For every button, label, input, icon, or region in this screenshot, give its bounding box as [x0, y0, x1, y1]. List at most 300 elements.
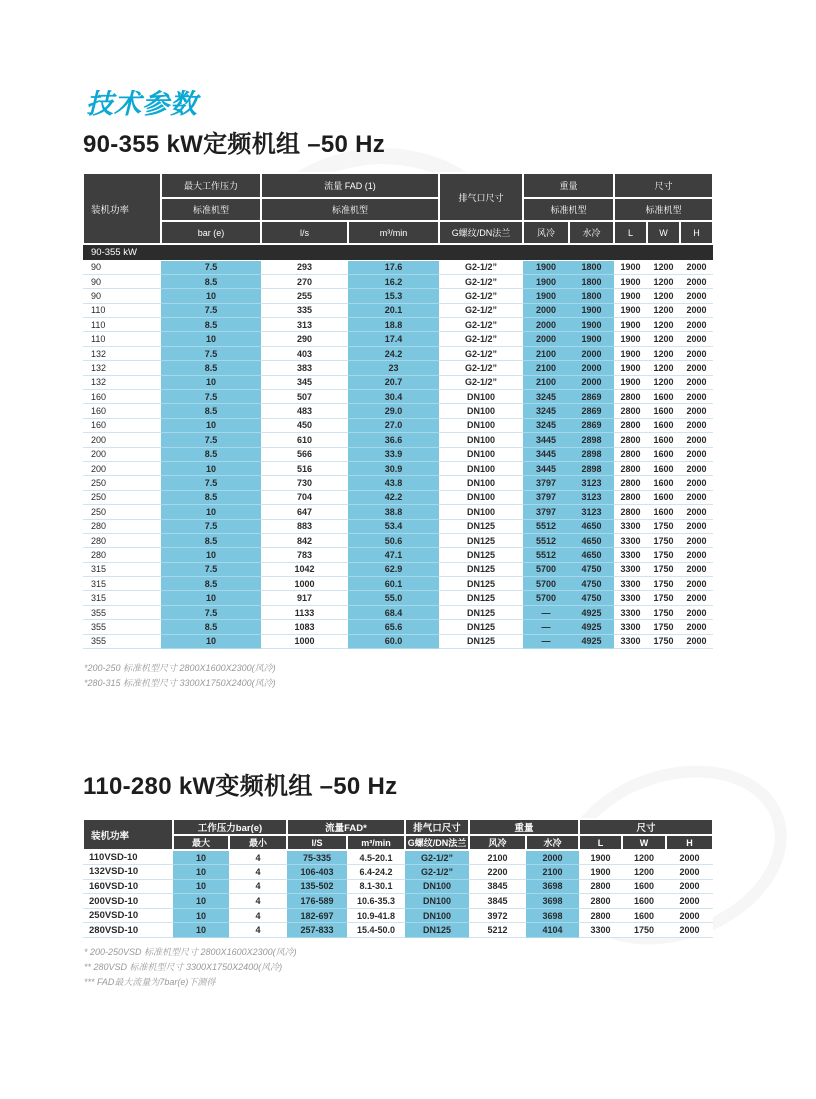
cell: 8.5 — [161, 620, 261, 634]
table-row — [83, 505, 713, 519]
cell: 2800 — [579, 879, 622, 894]
cell: 24.2 — [348, 346, 439, 360]
cell: 4104 — [526, 923, 579, 938]
cell: 842 — [261, 533, 348, 547]
cell: 3245 — [523, 404, 569, 418]
cell: DN100 — [405, 879, 469, 894]
footnote: * 200-250VSD 标准机型尺寸 2800X1600X2300(风冷) — [84, 947, 297, 957]
header-unit-air-cooled: 风冷 — [469, 835, 526, 850]
cell: 2000 — [680, 433, 713, 447]
cell: 10 — [161, 548, 261, 562]
cell: 160 — [83, 390, 161, 404]
cell: 2100 — [523, 346, 569, 360]
table-row — [83, 562, 713, 576]
page-title: 技术参数 — [86, 89, 198, 119]
cell: 3123 — [569, 505, 614, 519]
cell: 2000 — [680, 591, 713, 605]
cell: 30.4 — [348, 390, 439, 404]
cell: 2000 — [680, 447, 713, 461]
cell: 4 — [229, 923, 287, 938]
cell: DN125 — [439, 533, 523, 547]
cell: 2000 — [666, 908, 713, 923]
table-row — [83, 923, 713, 938]
cell: 250VSD-10 — [83, 908, 173, 923]
cell: 3300 — [614, 591, 647, 605]
cell: 1900 — [569, 332, 614, 346]
table-row — [83, 591, 713, 605]
cell: 110 — [83, 318, 161, 332]
cell: 36.6 — [348, 433, 439, 447]
cell: 2000 — [680, 533, 713, 547]
cell: DN100 — [439, 418, 523, 432]
cell: 29.0 — [348, 404, 439, 418]
cell: 2800 — [614, 461, 647, 475]
cell: G2-1/2” — [439, 274, 523, 288]
cell: 110 — [83, 332, 161, 346]
cell: 1900 — [614, 361, 647, 375]
cell: 1200 — [647, 361, 680, 375]
cell: 1083 — [261, 620, 348, 634]
cell: 516 — [261, 461, 348, 475]
cell: 3300 — [579, 923, 622, 938]
cell: 1200 — [647, 375, 680, 389]
footnote: *200-250 标准机型尺寸 2800X1600X2300(风冷) — [84, 663, 276, 673]
table-row — [83, 404, 713, 418]
cell: 5512 — [523, 548, 569, 562]
cell: 2800 — [614, 490, 647, 504]
cell: 160 — [83, 404, 161, 418]
header-flow-fad: 流量 FAD (1) — [261, 173, 439, 198]
cell: 110 — [83, 303, 161, 317]
cell: G2-1/2” — [405, 850, 469, 865]
cell: 566 — [261, 447, 348, 461]
cell: 5700 — [523, 577, 569, 591]
cell: G2-1/2” — [439, 260, 523, 274]
cell: DN100 — [405, 908, 469, 923]
cell: 3123 — [569, 476, 614, 490]
cell: 1750 — [647, 533, 680, 547]
cell: 3797 — [523, 505, 569, 519]
cell: 200 — [83, 461, 161, 475]
section-band-row — [83, 244, 713, 260]
cell: 10 — [161, 461, 261, 475]
cell: 132 — [83, 375, 161, 389]
section2-title: 110-280 kW变频机组 –50 Hz — [83, 773, 398, 800]
cell: 1200 — [622, 850, 666, 865]
cell: 2000 — [680, 562, 713, 576]
cell: G2-1/2” — [439, 361, 523, 375]
cell: DN125 — [405, 923, 469, 938]
cell: 2800 — [614, 404, 647, 418]
cell: 3797 — [523, 490, 569, 504]
cell: 2000 — [569, 361, 614, 375]
cell: 2000 — [680, 318, 713, 332]
cell: 7.5 — [161, 260, 261, 274]
cell: 2000 — [680, 476, 713, 490]
table-row — [83, 548, 713, 562]
cell: 20.1 — [348, 303, 439, 317]
cell: 160VSD-10 — [83, 879, 173, 894]
cell: G2-1/2” — [439, 375, 523, 389]
cell: 2000 — [680, 519, 713, 533]
cell: DN125 — [439, 591, 523, 605]
cell: 1900 — [569, 318, 614, 332]
table-row — [83, 490, 713, 504]
cell: 2000 — [666, 923, 713, 938]
cell: 4 — [229, 894, 287, 909]
table-row — [83, 605, 713, 619]
cell: 1600 — [647, 404, 680, 418]
header-standard-model: 标准机型 — [523, 198, 614, 221]
cell: 200 — [83, 433, 161, 447]
cell: 1800 — [569, 289, 614, 303]
cell: G2-1/2” — [439, 346, 523, 360]
header-weight: 重量 — [469, 819, 579, 835]
cell: 200 — [83, 447, 161, 461]
cell: 2800 — [614, 418, 647, 432]
table-row — [83, 850, 713, 865]
header-installed-power: 装机功率 — [83, 819, 173, 850]
cell: 10 — [161, 375, 261, 389]
table-row — [83, 865, 713, 880]
table-row — [83, 461, 713, 475]
header-unit-bar: bar (e) — [161, 221, 261, 244]
cell: 3845 — [469, 894, 526, 909]
cell: 1200 — [647, 289, 680, 303]
cell: 23 — [348, 361, 439, 375]
cell: 2000 — [680, 289, 713, 303]
cell: 65.6 — [348, 620, 439, 634]
cell: 917 — [261, 591, 348, 605]
cell: 1750 — [647, 620, 680, 634]
cell: 783 — [261, 548, 348, 562]
cell: 1900 — [523, 274, 569, 288]
cell: 160 — [83, 418, 161, 432]
cell: 704 — [261, 490, 348, 504]
cell: 8.5 — [161, 490, 261, 504]
cell: 5512 — [523, 519, 569, 533]
cell: 2898 — [569, 433, 614, 447]
cell: 2100 — [523, 361, 569, 375]
cell: 1900 — [579, 850, 622, 865]
table-row — [83, 289, 713, 303]
cell: 730 — [261, 476, 348, 490]
cell: 1900 — [569, 303, 614, 317]
cell: 20.7 — [348, 375, 439, 389]
cell: DN125 — [439, 605, 523, 619]
cell: 132 — [83, 361, 161, 375]
header-standard-model: 标准机型 — [161, 198, 261, 221]
cell: 1200 — [647, 332, 680, 346]
cell: 313 — [261, 318, 348, 332]
cell: G2-1/2” — [405, 865, 469, 880]
cell: 3698 — [526, 908, 579, 923]
cell: 10 — [161, 332, 261, 346]
cell: 2800 — [614, 447, 647, 461]
cell: 8.5 — [161, 274, 261, 288]
header-outlet-size: 排气口尺寸 — [439, 173, 523, 221]
cell: 7.5 — [161, 433, 261, 447]
table-row — [83, 519, 713, 533]
header-flow-fad: 流量FAD* — [287, 819, 405, 835]
cell: 270 — [261, 274, 348, 288]
header-unit-ls: l/S — [287, 835, 347, 850]
cell: 3300 — [614, 562, 647, 576]
cell: 1600 — [622, 908, 666, 923]
table-row — [83, 476, 713, 490]
cell: 2000 — [680, 303, 713, 317]
table-row — [83, 418, 713, 432]
cell: 3300 — [614, 605, 647, 619]
cell: DN100 — [439, 433, 523, 447]
cell: 255 — [261, 289, 348, 303]
cell: 10 — [161, 591, 261, 605]
cell: 4925 — [569, 634, 614, 648]
cell: 1600 — [622, 879, 666, 894]
cell: 3445 — [523, 447, 569, 461]
cell: 315 — [83, 577, 161, 591]
header-unit-min: 最小 — [229, 835, 287, 850]
cell: 1600 — [647, 447, 680, 461]
cell: 10.6-35.3 — [347, 894, 405, 909]
cell: 1200 — [622, 865, 666, 880]
cell: 60.0 — [348, 634, 439, 648]
cell: 132 — [83, 346, 161, 360]
cell: 182-697 — [287, 908, 347, 923]
cell: 10.9-41.8 — [347, 908, 405, 923]
header-unit-width: W — [622, 835, 666, 850]
cell: 1900 — [614, 332, 647, 346]
table-row — [83, 894, 713, 909]
cell: 110VSD-10 — [83, 850, 173, 865]
cell: 1600 — [647, 490, 680, 504]
cell: 1600 — [622, 894, 666, 909]
cell: 2000 — [666, 894, 713, 909]
cell: 2869 — [569, 418, 614, 432]
table-row — [83, 260, 713, 274]
cell: 7.5 — [161, 346, 261, 360]
cell: 257-833 — [287, 923, 347, 938]
cell: 2898 — [569, 461, 614, 475]
cell: 2000 — [680, 505, 713, 519]
cell: 10 — [173, 865, 229, 880]
table-row — [83, 433, 713, 447]
cell: 610 — [261, 433, 348, 447]
cell: 4925 — [569, 605, 614, 619]
cell: 4925 — [569, 620, 614, 634]
cell: 62.9 — [348, 562, 439, 576]
cell: 1900 — [614, 289, 647, 303]
cell: 4.5-20.1 — [347, 850, 405, 865]
cell: 10 — [173, 879, 229, 894]
cell: 2200 — [469, 865, 526, 880]
cell: 1600 — [647, 390, 680, 404]
cell: 450 — [261, 418, 348, 432]
header-installed-power: 装机功率 — [83, 173, 161, 244]
cell: 2800 — [614, 390, 647, 404]
cell: 2000 — [680, 346, 713, 360]
table-row — [83, 908, 713, 923]
header-unit-length: L — [579, 835, 622, 850]
header-unit-width: W — [647, 221, 680, 244]
cell: 10 — [173, 908, 229, 923]
table-row — [83, 390, 713, 404]
cell: 1900 — [523, 260, 569, 274]
cell: 7.5 — [161, 390, 261, 404]
cell: 60.1 — [348, 577, 439, 591]
cell: 2000 — [680, 548, 713, 562]
vsd-table — [82, 818, 714, 938]
cell: 90 — [83, 274, 161, 288]
cell: 280 — [83, 533, 161, 547]
cell: 4 — [229, 865, 287, 880]
cell: 1200 — [647, 274, 680, 288]
cell: 8.1-30.1 — [347, 879, 405, 894]
cell: 4650 — [569, 533, 614, 547]
cell: 280VSD-10 — [83, 923, 173, 938]
cell: 7.5 — [161, 562, 261, 576]
cell: 33.9 — [348, 447, 439, 461]
cell: 2000 — [569, 375, 614, 389]
cell: 10 — [161, 289, 261, 303]
cell: 2000 — [526, 850, 579, 865]
cell: 3300 — [614, 577, 647, 591]
cell: 4650 — [569, 519, 614, 533]
cell: 1800 — [569, 274, 614, 288]
cell: 3845 — [469, 879, 526, 894]
cell: 132VSD-10 — [83, 865, 173, 880]
cell: 1600 — [647, 461, 680, 475]
cell: 2000 — [666, 865, 713, 880]
cell: 55.0 — [348, 591, 439, 605]
cell: 2000 — [680, 260, 713, 274]
cell: 647 — [261, 505, 348, 519]
cell: 8.5 — [161, 533, 261, 547]
cell: 883 — [261, 519, 348, 533]
cell: 4750 — [569, 577, 614, 591]
header-max-working-pressure: 最大工作压力 — [161, 173, 261, 198]
cell: 507 — [261, 390, 348, 404]
cell: 8.5 — [161, 318, 261, 332]
cell: 3300 — [614, 634, 647, 648]
footnote: ** 280VSD 标准机型尺寸 3300X1750X2400(风冷) — [84, 962, 283, 972]
cell: 2800 — [614, 433, 647, 447]
cell: 355 — [83, 634, 161, 648]
cell: 290 — [261, 332, 348, 346]
table-row — [83, 318, 713, 332]
cell: 2000 — [680, 634, 713, 648]
cell: 1133 — [261, 605, 348, 619]
cell: 1750 — [647, 519, 680, 533]
cell: 200VSD-10 — [83, 894, 173, 909]
cell: 1000 — [261, 577, 348, 591]
cell: 2000 — [680, 605, 713, 619]
cell: 43.8 — [348, 476, 439, 490]
cell: 4 — [229, 850, 287, 865]
cell: 18.8 — [348, 318, 439, 332]
cell: 10 — [173, 894, 229, 909]
table-row — [83, 533, 713, 547]
cell: 7.5 — [161, 476, 261, 490]
header-outlet-size: 排气口尺寸 — [405, 819, 469, 835]
header-unit-thread-flange: G螺纹/DN法兰 — [405, 835, 469, 850]
cell: 135-502 — [287, 879, 347, 894]
cell: 1900 — [614, 346, 647, 360]
cell: 293 — [261, 260, 348, 274]
cell: 2000 — [680, 274, 713, 288]
header-unit-m3min: m³/min — [348, 221, 439, 244]
cell: 1750 — [647, 548, 680, 562]
cell: 1000 — [261, 634, 348, 648]
cell: DN100 — [439, 404, 523, 418]
cell: 7.5 — [161, 303, 261, 317]
cell: 2000 — [680, 418, 713, 432]
cell: 4750 — [569, 562, 614, 576]
cell: 3300 — [614, 533, 647, 547]
cell: 345 — [261, 375, 348, 389]
cell: — — [523, 620, 569, 634]
section1-footnotes — [84, 661, 276, 691]
cell: 3445 — [523, 461, 569, 475]
header-unit-ls: l/s — [261, 221, 348, 244]
cell: 4 — [229, 908, 287, 923]
cell: 90 — [83, 260, 161, 274]
cell: 4650 — [569, 548, 614, 562]
cell: 2000 — [666, 879, 713, 894]
cell: 3797 — [523, 476, 569, 490]
cell: 7.5 — [161, 605, 261, 619]
cell: 2000 — [680, 490, 713, 504]
cell: 8.5 — [161, 404, 261, 418]
cell: DN125 — [439, 519, 523, 533]
footnote: *280-315 标准机型尺寸 3300X1750X2400(风冷) — [84, 678, 276, 688]
cell: 1600 — [647, 505, 680, 519]
header-unit-m3min: m³/min — [347, 835, 405, 850]
cell: DN100 — [439, 390, 523, 404]
header-unit-air-cooled: 风冷 — [523, 221, 569, 244]
cell: 3300 — [614, 519, 647, 533]
cell: 1800 — [569, 260, 614, 274]
cell: 2000 — [523, 318, 569, 332]
cell: 1042 — [261, 562, 348, 576]
cell: 2000 — [666, 850, 713, 865]
cell: 2800 — [614, 505, 647, 519]
header-unit-water-cooled: 水冷 — [569, 221, 614, 244]
fixed-speed-table — [82, 172, 714, 649]
cell: 1750 — [647, 562, 680, 576]
cell: 1750 — [622, 923, 666, 938]
section1-title: 90-355 kW定频机组 –50 Hz — [83, 131, 386, 158]
cell: DN100 — [439, 490, 523, 504]
cell: 1900 — [614, 375, 647, 389]
cell: 1750 — [647, 605, 680, 619]
cell: 8.5 — [161, 577, 261, 591]
table-row — [83, 346, 713, 360]
cell: DN125 — [439, 562, 523, 576]
cell: 3300 — [614, 548, 647, 562]
cell: 1900 — [523, 289, 569, 303]
table-row — [83, 361, 713, 375]
cell: 10 — [161, 505, 261, 519]
cell: 47.1 — [348, 548, 439, 562]
cell: 17.6 — [348, 260, 439, 274]
header-unit-length: L — [614, 221, 647, 244]
cell: 30.9 — [348, 461, 439, 475]
cell: 280 — [83, 519, 161, 533]
table-row — [83, 620, 713, 634]
cell: 2000 — [569, 346, 614, 360]
cell: 50.6 — [348, 533, 439, 547]
